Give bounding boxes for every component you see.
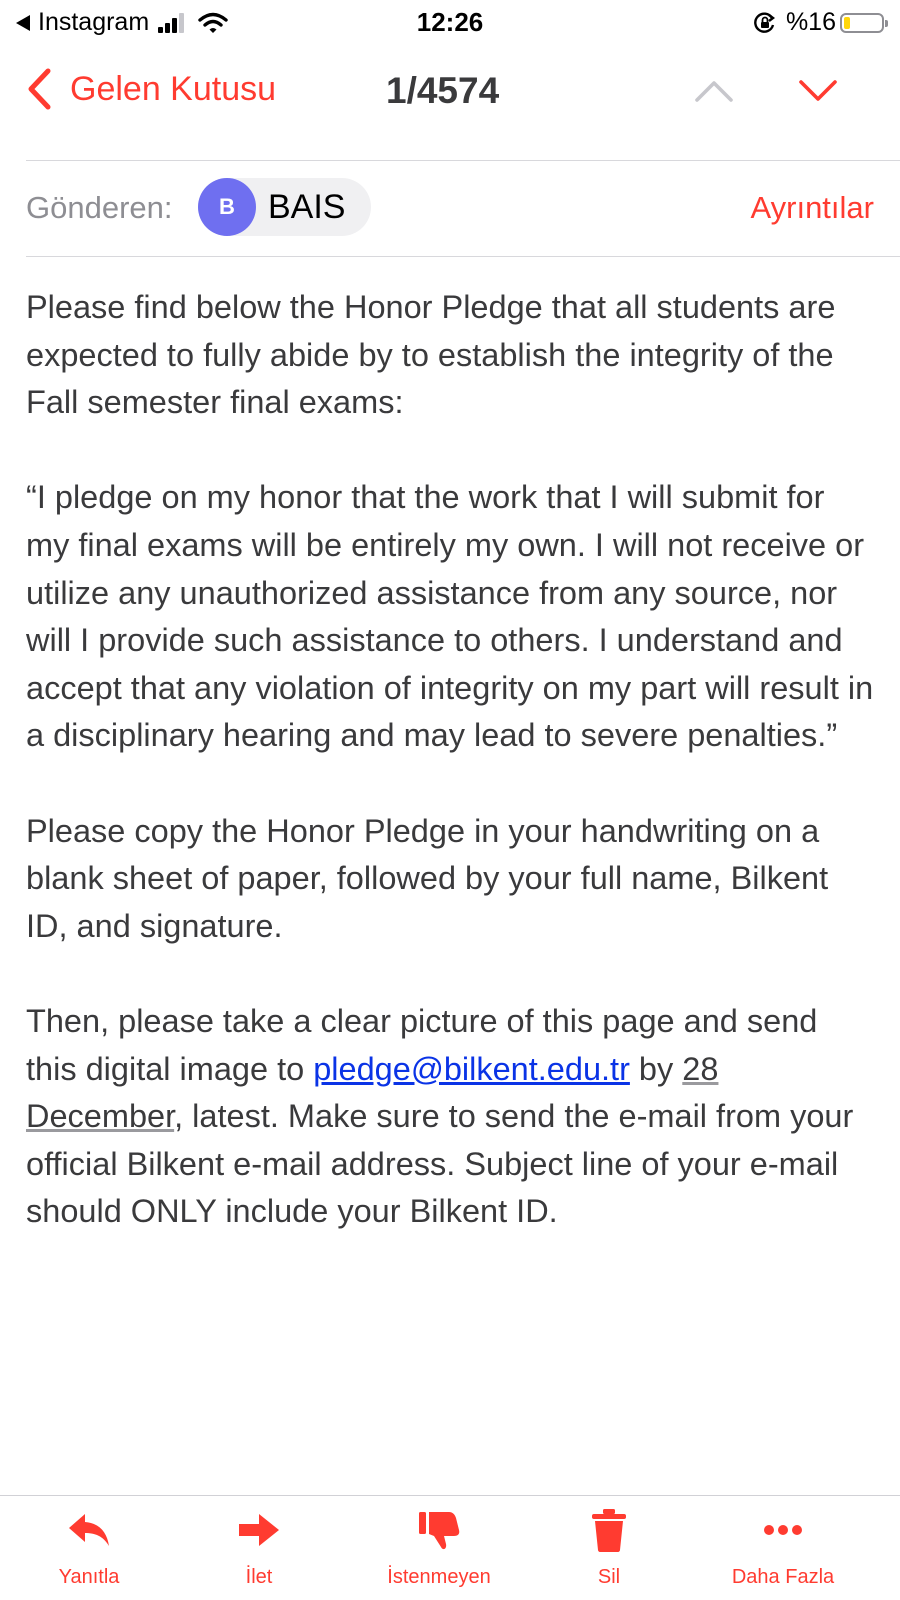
scrolled-header-remnant bbox=[26, 128, 446, 136]
submission-text-c: , latest. Make sure to send the e-mail from your official Bilkent e-mail address. Subject line of your e-mail should ONLY include your Bilkent ID. bbox=[26, 1098, 854, 1230]
chevron-left-icon bbox=[26, 68, 52, 110]
reply-icon bbox=[65, 1506, 113, 1554]
header-divider bbox=[26, 160, 900, 161]
rotation-lock-icon bbox=[754, 12, 776, 34]
chevron-up-icon[interactable] bbox=[694, 78, 734, 104]
body-paragraph-instructions: Please copy the Honor Pledge in your handwriting on a blank sheet of paper, followed by your full name, Bilkent ID, and signature. bbox=[26, 812, 829, 944]
forward-icon bbox=[235, 1506, 283, 1554]
junk-button[interactable] bbox=[354, 1506, 524, 1589]
forward-label: İlet bbox=[245, 1566, 273, 1588]
body-paragraph-submission bbox=[26, 998, 876, 1236]
submission-text-a: Then, please take a clear picture of this page and send this digital image to bbox=[26, 1002, 818, 1087]
more-icon bbox=[759, 1506, 807, 1554]
delete-button[interactable] bbox=[524, 1506, 694, 1589]
body-paragraph-pledge: “I pledge on my honor that the work that I will submit for my final exams will be entirely my own. I will not receive or utilize any unauthorized assistance from any source, nor will I provide such assistance to others. I understand and accept that any violation of integrity on my part will result in a disciplinary hearing and may lead to severe penalties.” bbox=[26, 479, 874, 754]
email-link[interactable]: pledge@bilkent.edu.tr bbox=[313, 1050, 630, 1087]
battery-icon bbox=[840, 13, 884, 33]
reply-label: Yanıtla bbox=[58, 1566, 120, 1588]
status-bar bbox=[0, 0, 900, 46]
status-time: 12:26 bbox=[416, 7, 484, 37]
date-link[interactable]: 28 December bbox=[26, 1050, 719, 1135]
more-label: Daha Fazla bbox=[731, 1566, 835, 1588]
back-label: Gelen Kutusu bbox=[70, 69, 277, 108]
battery-percent: %16 bbox=[785, 8, 836, 36]
thumbs-down-icon bbox=[415, 1506, 463, 1554]
back-app-label: Instagram bbox=[38, 8, 150, 36]
email-body bbox=[26, 284, 876, 1283]
status-right bbox=[754, 8, 884, 37]
chevron-down-icon[interactable] bbox=[798, 78, 838, 104]
sender-chip[interactable] bbox=[198, 178, 371, 236]
back-to-inbox-button[interactable] bbox=[26, 68, 276, 110]
sender-divider bbox=[26, 256, 900, 257]
trash-icon bbox=[585, 1506, 633, 1554]
message-counter: 1/4574 bbox=[386, 70, 500, 111]
nav-bar bbox=[0, 50, 900, 134]
submission-text-b: by bbox=[629, 1050, 683, 1087]
battery-level bbox=[844, 17, 850, 29]
reply-button[interactable] bbox=[4, 1506, 174, 1589]
sender-name: BAIS bbox=[268, 187, 346, 226]
sender-label: Gönderen: bbox=[26, 190, 173, 225]
junk-label: İstenmeyen bbox=[387, 1566, 491, 1588]
more-button[interactable] bbox=[698, 1506, 868, 1589]
avatar: B bbox=[198, 178, 256, 236]
details-button[interactable]: Ayrıntılar bbox=[750, 190, 874, 225]
forward-button[interactable] bbox=[174, 1506, 344, 1589]
body-paragraph-intro: Please find below the Honor Pledge that all students are expected to fully abide by to establish the integrity of the Fall semester final exams: bbox=[26, 289, 836, 421]
sender-row bbox=[26, 178, 874, 236]
bottom-toolbar bbox=[0, 1495, 900, 1600]
delete-label: Sil bbox=[597, 1566, 621, 1588]
